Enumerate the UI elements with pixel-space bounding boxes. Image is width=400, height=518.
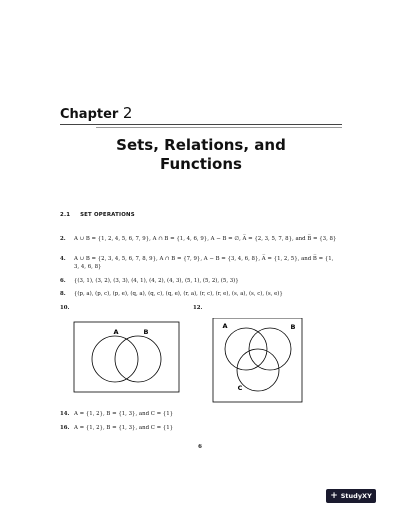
section-number: 2.1	[60, 212, 71, 218]
studyxy-badge[interactable]	[326, 489, 376, 503]
chapter-rule	[60, 124, 342, 125]
chapter-title-line1: Sets, Relations, and	[116, 136, 286, 154]
chapter-heading	[60, 104, 132, 122]
venn-two-sets	[74, 322, 179, 392]
set-b-label: B	[290, 323, 296, 331]
chapter-title	[60, 136, 342, 174]
answer-item	[60, 410, 342, 418]
plus-icon: +	[330, 490, 338, 501]
chapter-title-line2: Functions	[160, 155, 242, 173]
answer-number: 8.	[60, 291, 66, 297]
page-number: 6	[198, 444, 202, 450]
answer-text: A = {1, 2}, B = {1, 3}, and C = {1}	[74, 425, 174, 431]
chapter-number: 2	[122, 104, 133, 122]
universal-set-rect	[213, 318, 302, 402]
figure-label-12: 12.	[193, 305, 203, 311]
chapter-rule-secondary	[96, 127, 342, 128]
answer-text: A = {1, 2}, B = {1, 3}, and C = {1}	[74, 411, 174, 417]
answer-item	[60, 290, 342, 298]
section-heading	[60, 212, 135, 218]
set-a-label: A	[222, 322, 228, 330]
chapter-label: Chapter	[60, 107, 119, 122]
answer-number: 16.	[60, 425, 70, 431]
section-title: SET OPERATIONS	[80, 212, 135, 218]
answer-text: {(3, 1), (3, 2), (3, 3), (4, 1), (4, 2), (4, 3), (5, 1), (5, 2), (5, 3)}	[74, 278, 239, 284]
answer-item	[60, 235, 342, 243]
set-a-label: A	[113, 328, 119, 336]
badge-text: StudyXY	[340, 492, 372, 500]
answer-item	[60, 424, 342, 432]
answer-number: 2.	[60, 236, 66, 242]
answer-number: 6.	[60, 278, 66, 284]
answer-item	[60, 277, 342, 285]
answer-number: 14.	[60, 411, 70, 417]
universal-set-rect	[74, 322, 179, 392]
answer-text: A ∪ B = {2, 3, 4, 5, 6, 7, 8, 9}, A ∩ B = {7, 9}, A − B = {3, 4, 6, 8}, A̅ = {1, 2, 5}, and B̅ = {1, 3, 4, 6, 8}	[74, 256, 334, 270]
figure-label-10: 10.	[60, 305, 70, 311]
answer-item	[60, 255, 342, 271]
answer-text: {(p, a), (p, c), (p, e), (q, a), (q, c), (q, e), (r, a), (r, c), (r, e), (s, a), (s, c), (s, e)}	[74, 291, 283, 297]
venn-three-sets	[213, 318, 302, 402]
set-b-label: B	[143, 328, 149, 336]
answer-text: A ∪ B = {1, 2, 4, 5, 6, 7, 9}, A ∩ B = {1, 4, 6, 9}, A − B = ∅, A̅ = {2, 3, 5, 7, 8}, and B̅ = {3, 8}	[74, 236, 337, 242]
answer-number: 4.	[60, 256, 66, 262]
set-c-label: C	[237, 384, 243, 392]
venn-diagrams	[60, 318, 350, 403]
